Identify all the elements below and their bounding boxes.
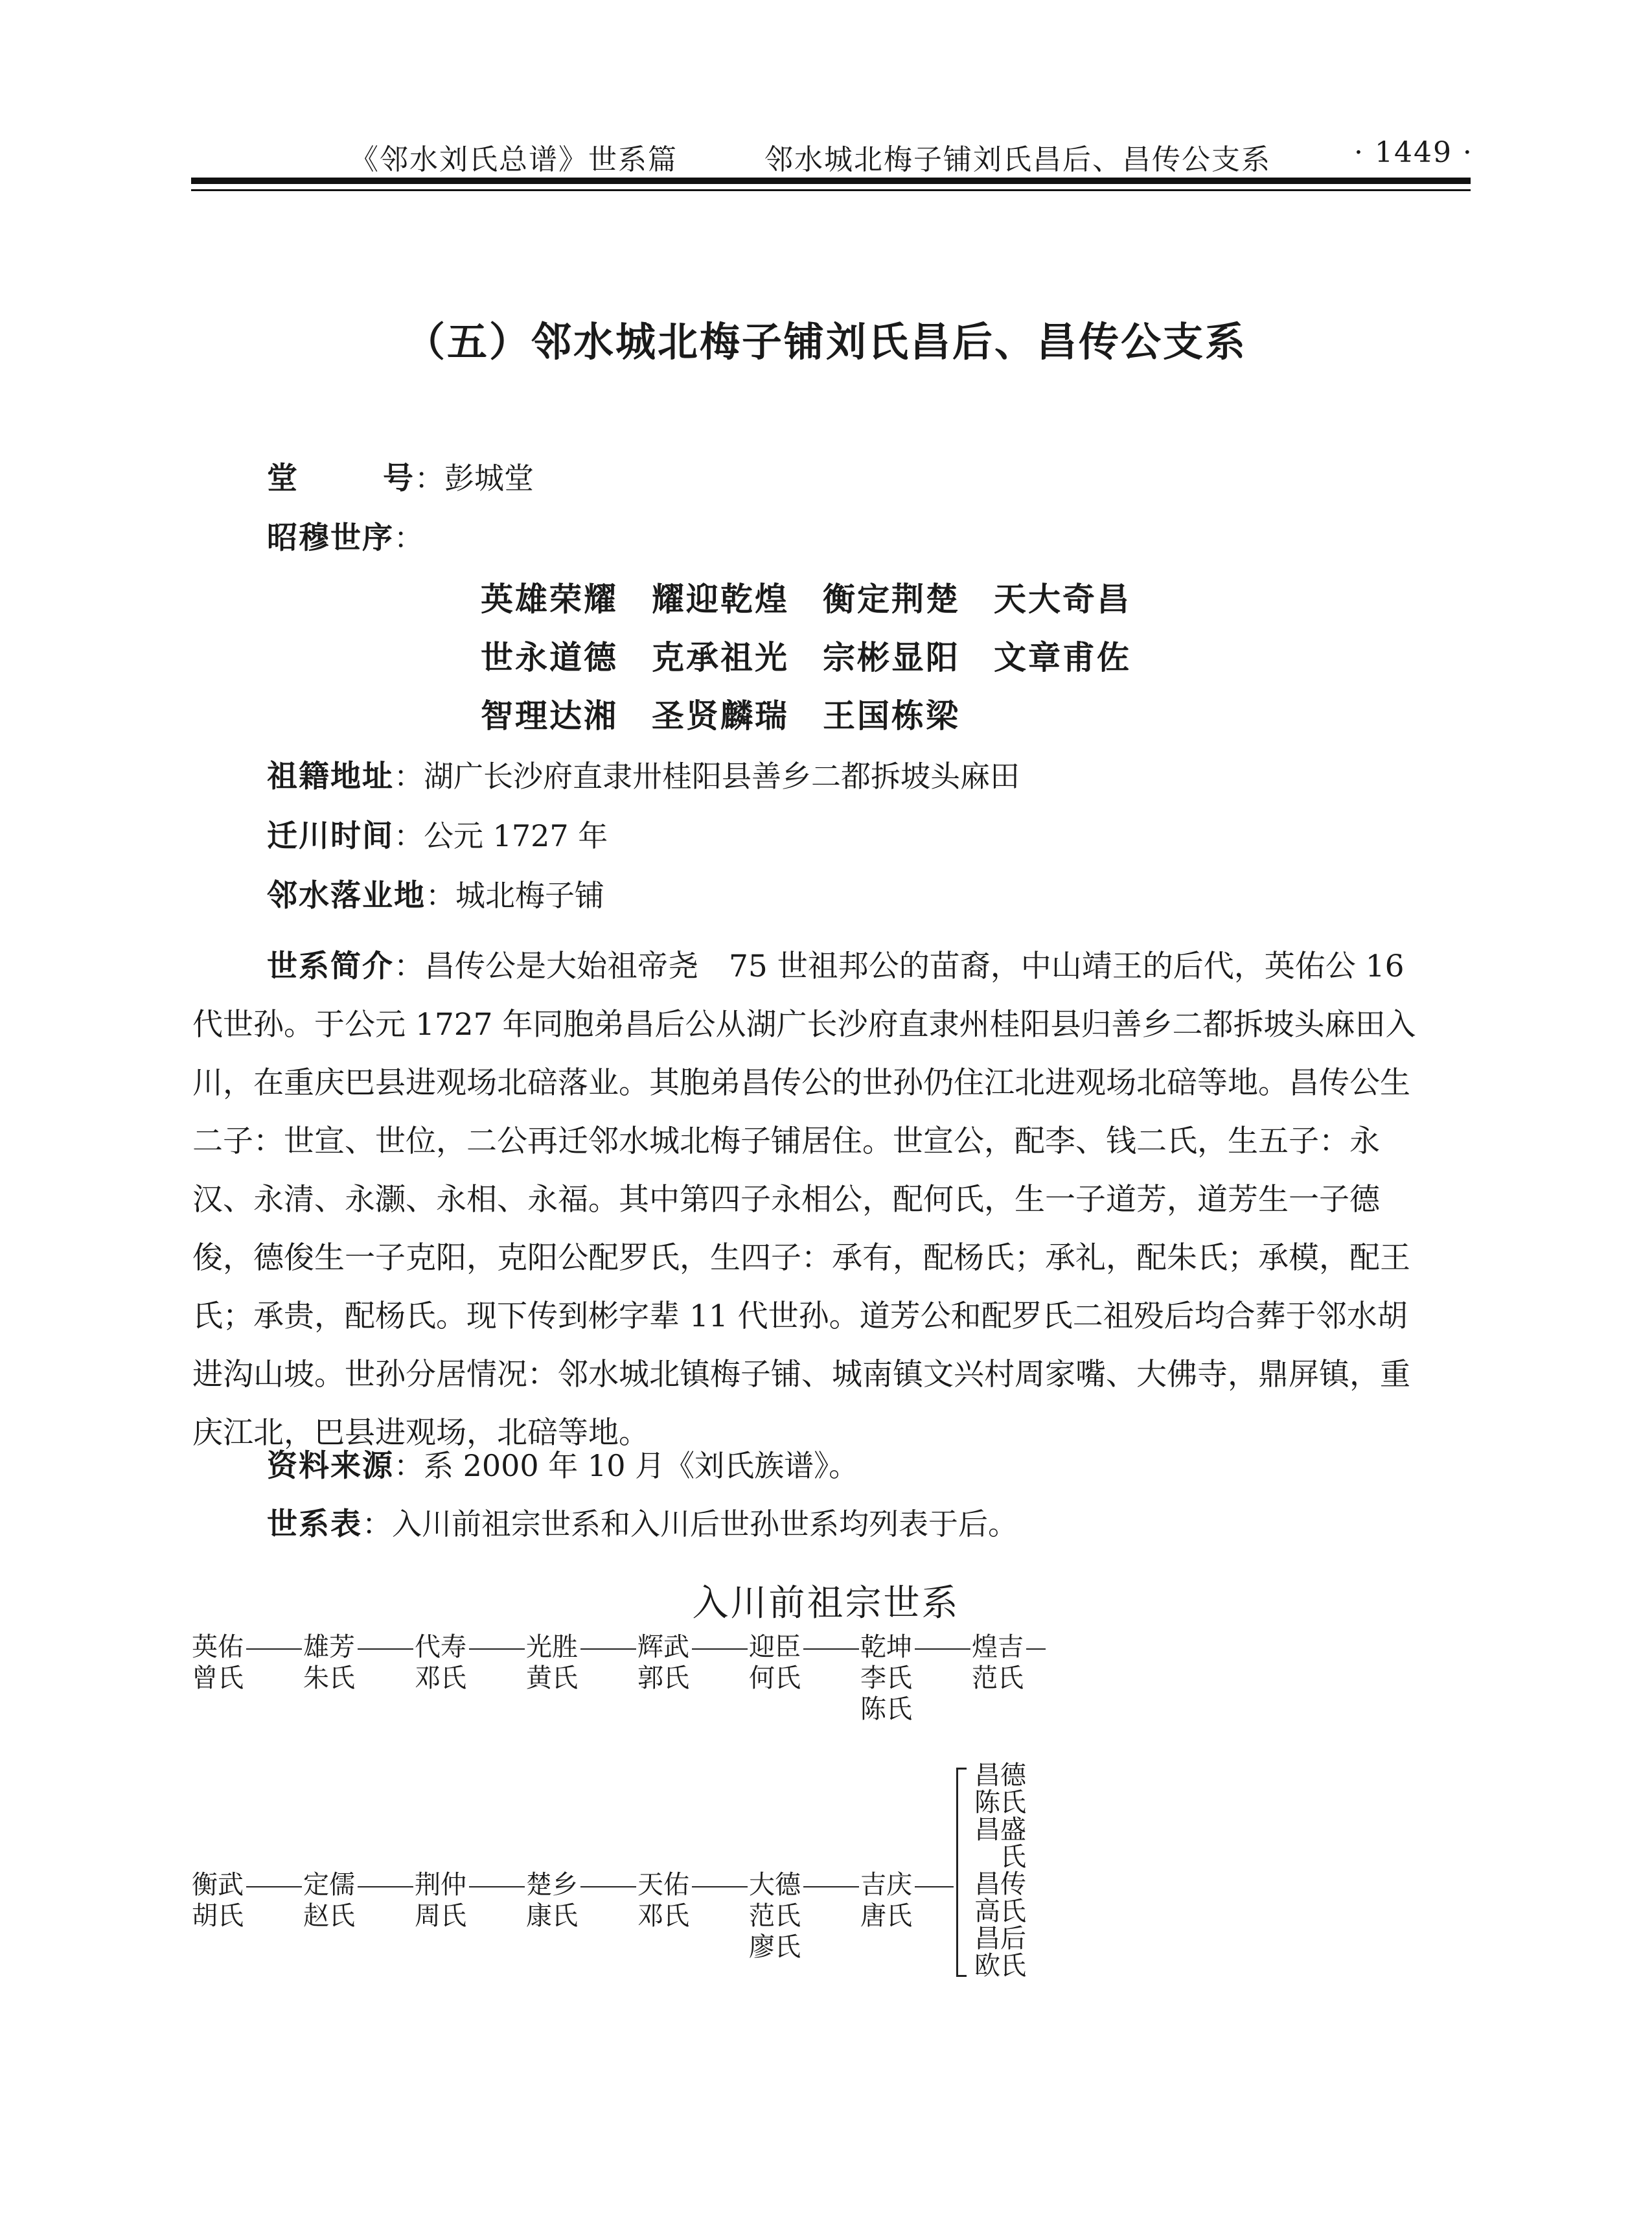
source-value: ：系 2000 年 10 月《刘氏族谱》。 <box>394 1448 859 1483</box>
table-note-line <box>267 1505 1018 1544</box>
migration-label: 迁川时间 <box>267 818 394 854</box>
ancestor-name: 代寿 <box>415 1632 466 1662</box>
generation-word: 圣贤麟瑞 <box>652 697 789 735</box>
spouse-name: 范氏 <box>972 1663 1024 1693</box>
bracket-tick <box>956 1768 967 1770</box>
settlement-value: ：城北梅子铺 <box>426 878 604 913</box>
spouse-name: 朱氏 <box>303 1663 355 1693</box>
generation-row-2 <box>481 632 1165 678</box>
header-rule-thin <box>191 189 1471 191</box>
son-name: 昌盛 <box>974 1815 1026 1845</box>
descent-line <box>358 1886 413 1887</box>
son-name: 昌德 <box>974 1760 1026 1790</box>
generation-word: 王国栋梁 <box>823 697 960 735</box>
generation-word: 天大奇昌 <box>994 581 1131 618</box>
running-header-book: 《邻水刘氏总谱》世系篇 <box>350 143 678 176</box>
ancestor-name: 荆仲 <box>415 1870 466 1900</box>
order-label: 昭穆世序 <box>267 520 394 556</box>
ancestor-name: 辉武 <box>637 1632 689 1662</box>
intro-line: 汉、永清、永灏、永相、永福。其中第四子永相公，配何氏，生一子道芳，道芳生一子德 <box>192 1182 1380 1217</box>
ancestor-name: 楚乡 <box>526 1870 578 1900</box>
ancestor-name: 天佑 <box>637 1870 689 1900</box>
page-number: · 1449 · <box>1354 136 1473 169</box>
spouse-name: 陈氏 <box>860 1694 912 1724</box>
descent-line <box>580 1886 636 1887</box>
ancestor-name: 乾坤 <box>860 1632 912 1662</box>
spouse-name: 廖氏 <box>749 1932 801 1962</box>
descent-line <box>915 1648 970 1650</box>
descent-line <box>1026 1648 1046 1650</box>
table-value: ：入川前祖宗世系和入川后世孙世系均列表于后。 <box>362 1506 1018 1541</box>
descent-line <box>469 1886 525 1887</box>
descent-line <box>692 1886 748 1887</box>
page-title: （五）邻水城北梅子铺刘氏昌后、昌传公支系 <box>404 318 1247 365</box>
spouse-name: 胡氏 <box>192 1901 244 1931</box>
spouse-name: 周氏 <box>415 1901 466 1931</box>
migration-line <box>267 816 608 856</box>
settlement-line <box>267 876 604 916</box>
son-spouse: 高氏 <box>974 1897 1026 1926</box>
hall-value: ：彭城堂 <box>415 461 534 496</box>
son-name: 昌后 <box>974 1924 1026 1954</box>
descent-line <box>358 1648 413 1650</box>
source-line <box>267 1446 858 1486</box>
ancestor-name: 雄芳 <box>303 1632 355 1662</box>
spouse-name: 赵氏 <box>303 1901 355 1931</box>
ancestor-name: 吉庆 <box>860 1870 912 1900</box>
migration-value: ：公元 1727 年 <box>394 818 608 853</box>
spouse-name: 黄氏 <box>526 1663 578 1693</box>
generation-row-1 <box>481 573 1165 620</box>
spouse-name: 郭氏 <box>637 1663 689 1693</box>
ancestor-name: 煌吉 <box>972 1632 1024 1662</box>
hall-label-2: 号 <box>383 461 415 496</box>
hall-line <box>267 459 534 498</box>
spouse-name: 何氏 <box>749 1663 801 1693</box>
ancestor-name: 迎臣 <box>749 1632 801 1662</box>
spouse-name: 唐氏 <box>860 1901 912 1931</box>
running-header-section: 邻水城北梅子铺刘氏昌后、昌传公支系 <box>764 143 1271 176</box>
son-spouse: 欧氏 <box>974 1951 1026 1981</box>
generation-word: 衡定荆楚 <box>823 581 960 618</box>
bracket-tick <box>956 1975 967 1977</box>
intro-line: 川，在重庆巴县进观场北碚落业。其胞弟昌传公的世孙仍住江北进观场北碚等地。昌传公生 <box>192 1065 1410 1101</box>
header-rule <box>191 178 1471 184</box>
spouse-name: 李氏 <box>860 1663 912 1693</box>
intro-label: 世系简介 <box>267 949 394 984</box>
intro-line: 进沟山坡。世孙分居情况：邻水城北镇梅子铺、城南镇文兴村周家嘴、大佛寺，鼎屏镇，重 <box>192 1357 1410 1392</box>
son-name: 昌传 <box>974 1869 1026 1899</box>
origin-label: 祖籍地址 <box>267 759 394 794</box>
descent-line <box>803 1648 859 1650</box>
origin-value: ：湖广长沙府直隶卅桂阳县善乡二都拆坡头麻田 <box>394 759 1020 794</box>
son-spouse: 氏 <box>1000 1842 1026 1872</box>
settlement-label: 邻水落业地 <box>267 878 426 914</box>
generation-word: 世永道德 <box>481 639 618 676</box>
ancestor-name: 大德 <box>749 1870 801 1900</box>
origin-line <box>267 757 1020 796</box>
order-line <box>267 518 424 558</box>
generation-word: 文章甫佐 <box>994 639 1131 676</box>
ancestor-name: 衡武 <box>192 1870 244 1900</box>
ancestor-name: 英佑 <box>192 1632 244 1662</box>
descent-line <box>915 1886 954 1887</box>
lineage-title: 入川前祖宗世系 <box>692 1582 960 1624</box>
order-colon: ： <box>394 520 424 555</box>
descent-line <box>803 1886 859 1887</box>
intro-line: 代世孙。于公元 1727 年同胞弟昌后公从湖广长沙府直隶州桂阳县归善乡二都拆坡头麻田入 <box>192 1007 1416 1043</box>
spouse-name: 曾氏 <box>192 1663 244 1693</box>
sons-bracket <box>956 1768 958 1976</box>
descent-line <box>692 1648 748 1650</box>
ancestor-name: 定儒 <box>303 1870 355 1900</box>
descent-line <box>246 1886 302 1887</box>
spouse-name: 邓氏 <box>415 1663 466 1693</box>
generation-row-3 <box>481 690 994 737</box>
source-label: 资料来源 <box>267 1448 394 1484</box>
intro-line: 氏；承贵，配杨氏。现下传到彬字辈 11 代世孙。道芳公和配罗氏二祖殁后均合葬于邻水胡 <box>192 1298 1408 1334</box>
ancestor-name: 光胜 <box>526 1632 578 1662</box>
generation-word: 智理达湘 <box>481 697 618 735</box>
spouse-name: 康氏 <box>526 1901 578 1931</box>
generation-word: 英雄荣耀 <box>481 581 618 618</box>
generation-word: 宗彬显阳 <box>823 639 960 676</box>
descent-line <box>246 1648 302 1650</box>
spouse-name: 邓氏 <box>637 1901 689 1931</box>
descent-line <box>469 1648 525 1650</box>
intro-line: 二子：世宣、世位，二公再迁邻水城北梅子铺居住。世宣公，配李、钱二氏，生五子：永 <box>192 1124 1380 1159</box>
spouse-name: 范氏 <box>749 1901 801 1931</box>
intro-line: 俊，德俊生一子克阳，克阳公配罗氏，生四子：承有，配杨氏；承礼，配朱氏；承模，配王 <box>192 1240 1410 1276</box>
intro-line: 世系简介：昌传公是大始祖帝尧 75 世祖邦公的苗裔，中山靖王的后代，英佑公 16 <box>267 949 1405 984</box>
son-spouse: 陈氏 <box>974 1788 1026 1817</box>
table-label: 世系表 <box>267 1506 362 1542</box>
intro-line: 庆江北，巴县进观场，北碚等地。 <box>192 1415 649 1451</box>
generation-word: 克承祖光 <box>652 639 789 676</box>
descent-line <box>580 1648 636 1650</box>
generation-word: 耀迎乾煌 <box>652 581 789 618</box>
hall-label: 堂 <box>267 461 299 496</box>
